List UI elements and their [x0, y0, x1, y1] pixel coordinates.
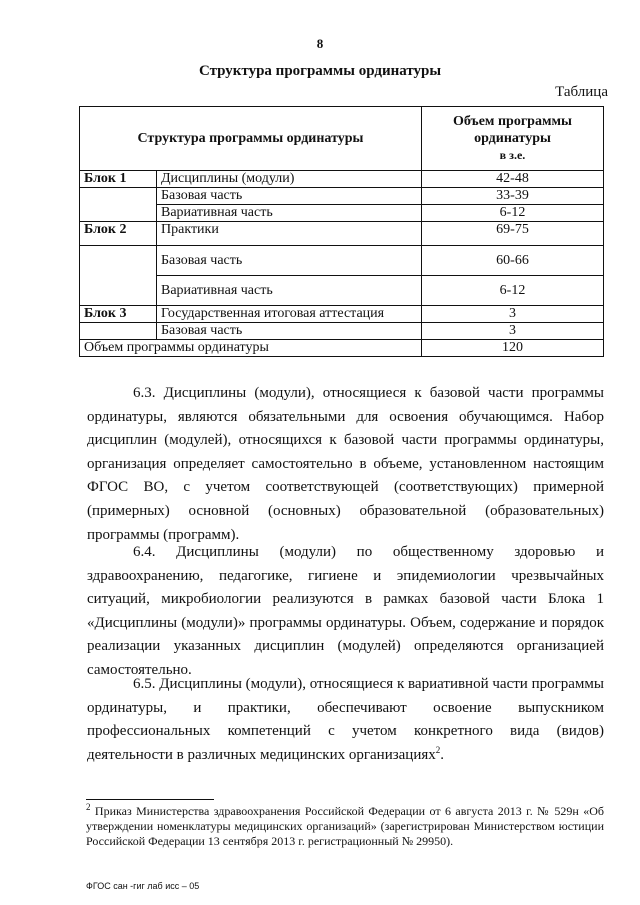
table-header-row — [80, 107, 604, 171]
paragraph-body: 6.5. Дисциплины (модули), относящиеся к вариативной части программы ординатуры, и практики, обеспечивают освоение выпускником профессиональных компетенций с учетом конкретного вида (видов) деятельности в различных медицинских организациях — [87, 676, 604, 763]
row-name: Базовая часть — [157, 323, 422, 340]
block-label: Блок 1 — [80, 171, 157, 188]
total-value: 120 — [422, 340, 604, 357]
table-row — [80, 188, 604, 205]
row-value: 6-12 — [422, 205, 604, 222]
row-name: Дисциплины (модули) — [157, 171, 422, 188]
paragraph-6-5 — [87, 673, 604, 767]
block-label — [80, 205, 157, 222]
table-row — [80, 205, 604, 222]
table-row — [80, 171, 604, 188]
row-name: Вариативная часть — [157, 205, 422, 222]
footnote-text: Приказ Министерства здравоохранения Российской Федерации от 6 августа 2013 г. № 529н «Об утверждении номенклатуры медицинских организаций» (зарегистрирован Министерством юстиции Российской Федерации 13 сентября 2013 г. регистрационный № 29950). — [86, 804, 604, 848]
paragraph-text: 6.3. Дисциплины (модули), относящиеся к базовой части программы ординатуры, являются обязательными для освоения обучающимся. Набор дисциплин (модулей), относящихся к базовой части программы ординатуры, организация определяет самостоятельно в объеме, установленном настоящим ФГОС ВО, с учетом соответствующей (соответствующих) примерной (примерных) основной (основных) образовательной (образовательных) программы (программ). — [87, 385, 604, 543]
row-name: Базовая часть — [157, 188, 422, 205]
row-name: Вариативная часть — [157, 276, 422, 306]
table-row — [80, 222, 604, 246]
header-volume-line2: ординатуры — [474, 131, 551, 146]
block-label — [80, 323, 157, 340]
block-label — [80, 276, 157, 306]
paragraph-6-4 — [87, 541, 604, 683]
table-total-row — [80, 340, 604, 357]
page-title: Структура программы ординатуры — [198, 63, 442, 79]
row-name: Практики — [157, 222, 422, 246]
paragraph-text — [87, 673, 604, 767]
row-value: 3 — [422, 306, 604, 323]
structure-table — [79, 106, 604, 357]
table-row — [80, 276, 604, 306]
block-label — [80, 188, 157, 205]
block-label: Блок 3 — [80, 306, 157, 323]
table-label: Таблица — [555, 84, 608, 100]
row-name: Государственная итоговая аттестация — [157, 306, 422, 323]
row-value: 42-48 — [422, 171, 604, 188]
row-value: 6-12 — [422, 276, 604, 306]
block-label — [80, 246, 157, 276]
row-value: 3 — [422, 323, 604, 340]
page-footer: ФГОС сан -гиг лаб исс – 05 — [86, 881, 200, 891]
paragraph-end: . — [440, 746, 445, 763]
paragraph-text: 6.4. Дисциплины (модули) по общественному здоровью и здравоохранению, педагогике, гигиене и эпидемиологии чрезвычайных ситуаций, микробиологии реализуются в рамках базовой части Блока 1 «Дисциплины (модули)» программы ординатуры. Объем, содержание и порядок реализации указанных дисциплин (модулей) определяются организацией самостоятельно. — [87, 544, 604, 678]
table-row — [80, 323, 604, 340]
header-structure: Структура программы ординатуры — [80, 107, 422, 171]
header-volume-unit: в з.е. — [499, 148, 526, 162]
block-label: Блок 2 — [80, 222, 157, 246]
footnote-divider — [86, 799, 214, 800]
table-row — [80, 306, 604, 323]
footnote-ref: 2 — [435, 744, 441, 755]
page-number: 8 — [316, 36, 324, 51]
total-label: Объем программы ординатуры — [80, 340, 422, 357]
footnote-mark: 2 — [86, 802, 91, 812]
footnote — [86, 804, 604, 849]
row-value: 69-75 — [422, 222, 604, 246]
row-value: 33-39 — [422, 188, 604, 205]
row-name: Базовая часть — [157, 246, 422, 276]
header-volume-line1: Объем программы — [453, 114, 572, 129]
paragraph-6-3 — [87, 382, 604, 547]
table-row — [80, 246, 604, 276]
header-volume — [422, 107, 604, 171]
row-value: 60-66 — [422, 246, 604, 276]
